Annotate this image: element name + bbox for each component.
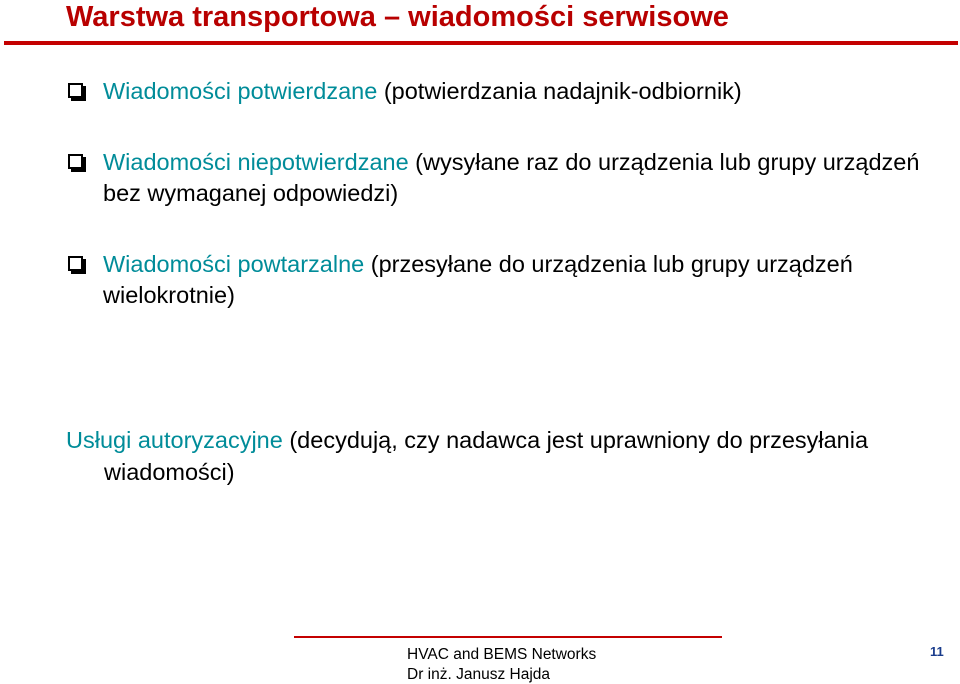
footer-divider: [294, 636, 722, 638]
bullet-term: Wiadomości powtarzalne: [103, 251, 365, 277]
bullet-term: Wiadomości niepotwierdzane: [103, 149, 409, 175]
bullet-list: [66, 76, 926, 311]
bullet-item-repeated: [66, 249, 926, 311]
bullet-item-confirmed: [66, 76, 926, 107]
bullet-description: (wysyłane raz do urządzenia lub grupy urządzeń bez wymaganej odpowiedzi): [103, 149, 920, 206]
footer-author: Dr inż. Janusz Hajda: [407, 666, 551, 683]
checkbox-icon: [68, 256, 83, 271]
paragraph-description: (decydują, czy nadawca jest uprawniony do przesyłania wiadomości): [104, 427, 869, 485]
title-divider: [4, 41, 958, 45]
slide-title: Warstwa transportowa – wiadomości serwisowe: [66, 1, 729, 33]
authorization-paragraph: [66, 424, 960, 488]
bullet-term: Wiadomości potwierdzane: [103, 78, 378, 104]
checkbox-icon: [68, 83, 83, 98]
page-number: 11: [930, 644, 944, 659]
checkbox-icon: [68, 154, 83, 169]
bullet-description: (przesyłane do urządzenia lub grupy urządzeń wielokrotnie): [103, 251, 853, 308]
paragraph-term: Usługi autoryzacyjne: [66, 427, 283, 453]
bullet-description: (potwierdzania nadajnik-odbiornik): [377, 78, 742, 104]
footer-course: HVAC and BEMS Networks: [407, 646, 597, 663]
bullet-item-unconfirmed: [66, 147, 926, 209]
